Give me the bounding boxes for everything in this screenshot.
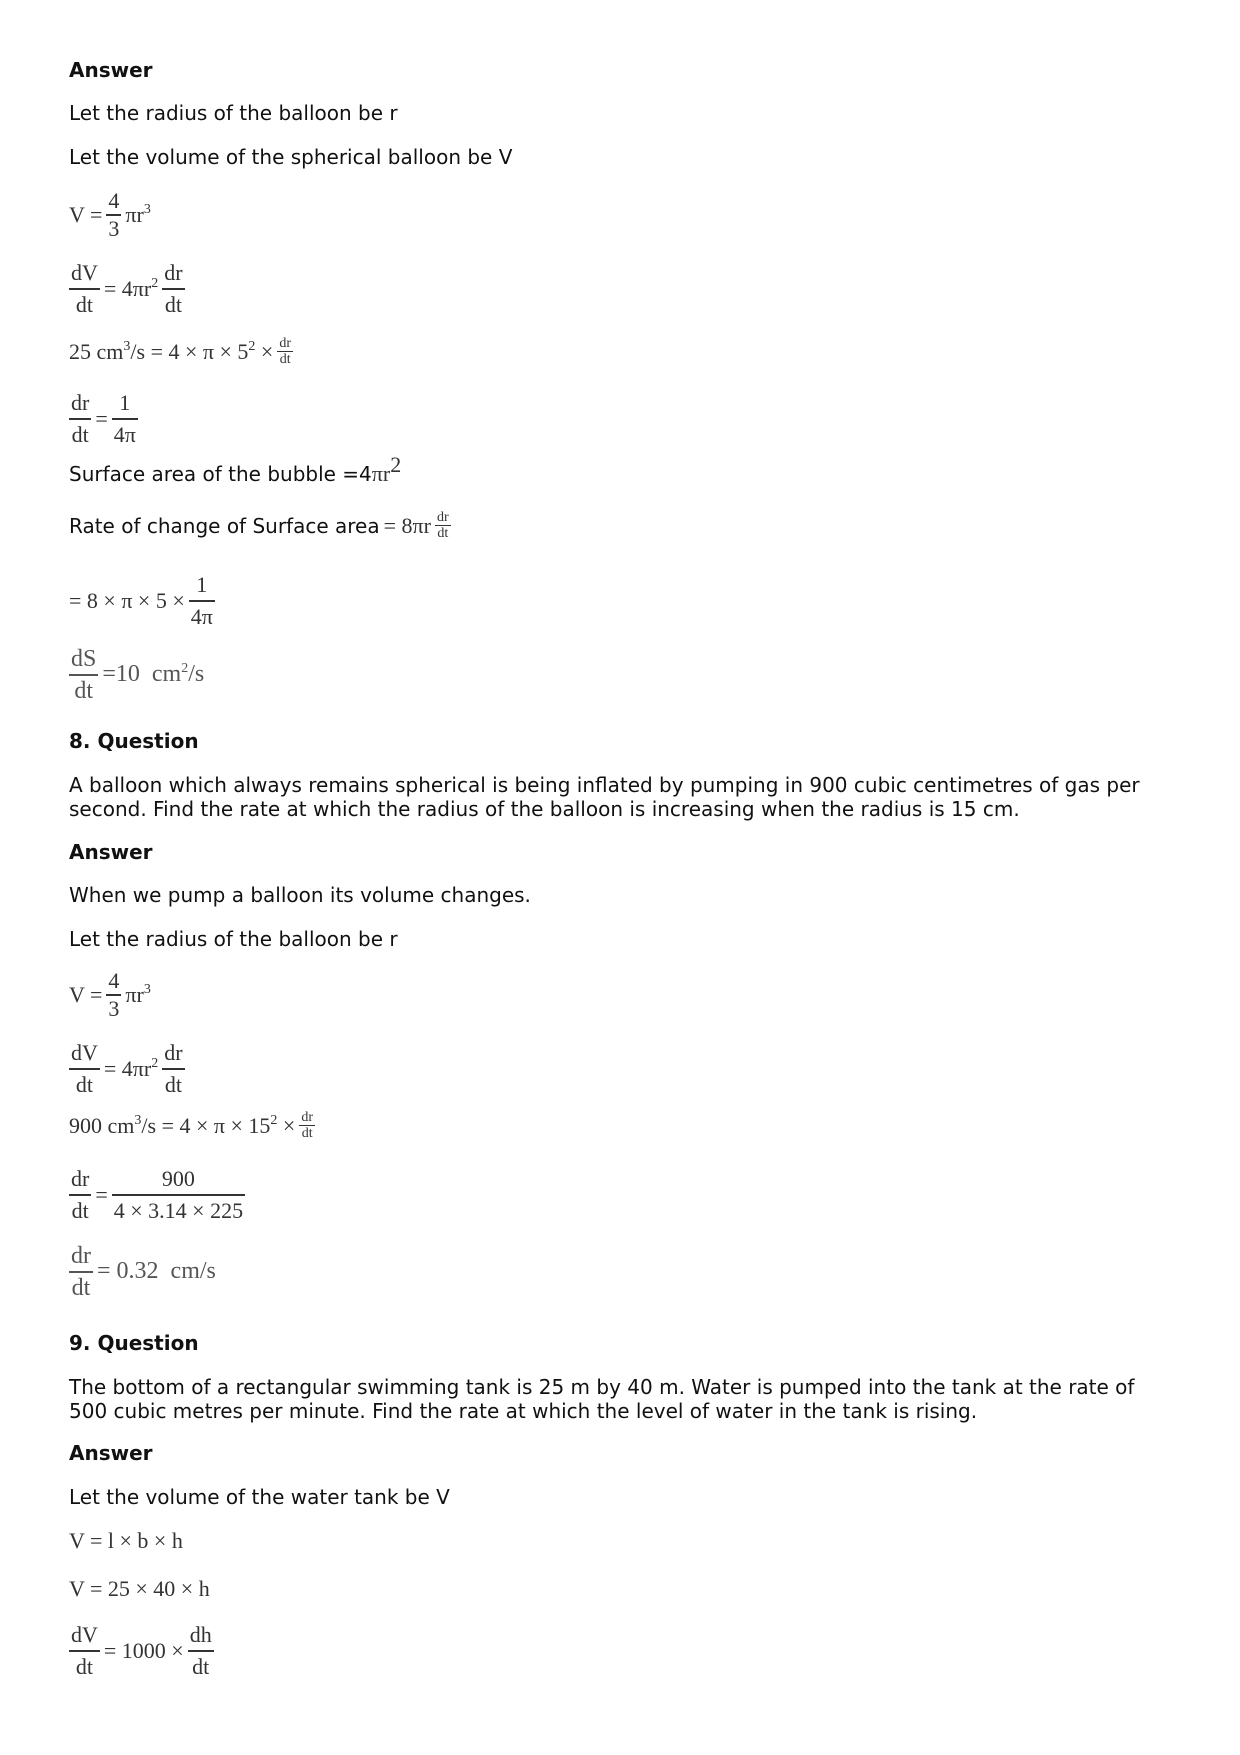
denominator: dt xyxy=(75,1653,93,1679)
denominator: dt xyxy=(71,1274,91,1301)
question-title: 8. Question xyxy=(69,729,199,753)
numerator: dS xyxy=(71,646,97,672)
numerator: dr xyxy=(164,1040,183,1065)
equation-result xyxy=(69,1164,245,1226)
answer-line: Let the volume of the spherical balloon be V xyxy=(69,145,513,169)
fraction xyxy=(69,1038,100,1100)
denominator: dt xyxy=(279,352,291,367)
denominator: 4 × 3.14 × 225 xyxy=(113,1197,244,1223)
numerator: dV xyxy=(71,260,98,285)
fraction xyxy=(112,388,138,450)
fraction xyxy=(69,1620,100,1682)
fraction xyxy=(69,388,91,450)
eq-term: = xyxy=(95,405,108,431)
denominator: dt xyxy=(75,1071,93,1097)
equation-derivative xyxy=(69,1620,214,1682)
fraction xyxy=(69,258,100,320)
numerator: 900 xyxy=(161,1166,195,1191)
eq-term: = 8πr xyxy=(383,512,431,538)
denominator: dt xyxy=(437,526,449,541)
equation-volume: V = 25 × 40 × h xyxy=(69,1576,210,1601)
denominator: 4π xyxy=(113,421,136,447)
fraction xyxy=(69,1241,93,1303)
equation-volume xyxy=(69,188,151,242)
fraction xyxy=(435,510,451,541)
equation-substitution xyxy=(69,336,293,367)
equation-volume: V = l × b × h xyxy=(69,1528,183,1553)
eq-term: = xyxy=(95,1181,108,1207)
numerator: dr xyxy=(436,510,449,525)
answer-heading: Answer xyxy=(69,58,153,82)
answer-heading: Answer xyxy=(69,840,153,864)
question-title: 9. Question xyxy=(69,1331,199,1355)
answer-heading: Answer xyxy=(69,1441,153,1465)
numerator: dr xyxy=(71,1243,91,1269)
equation-substitution xyxy=(69,1110,315,1141)
equation-derivative xyxy=(69,1038,185,1100)
numerator: dr xyxy=(301,1110,313,1125)
equation-volume xyxy=(69,968,151,1022)
numerator: dV xyxy=(71,1622,98,1647)
fraction xyxy=(106,968,121,1022)
fraction xyxy=(188,1620,214,1682)
eq-term: 900 $cm^3/s = 4 \times \pi \times 15^2$ × xyxy=(69,1112,296,1138)
denominator: 3 xyxy=(108,995,120,1021)
numerator: 1 xyxy=(196,572,208,597)
numerator: dh xyxy=(189,1622,212,1647)
answer-line: When we pump a balloon its volume changes. xyxy=(69,883,531,907)
equation-derivative xyxy=(69,258,185,320)
numerator: 4 xyxy=(108,188,120,213)
fraction xyxy=(162,1038,184,1100)
numerator: dr xyxy=(279,336,291,351)
eq-term: 25 $cm^3/s = 4 \times \pi \times 5^2$ × xyxy=(69,338,274,364)
numerator: 4 xyxy=(108,968,120,993)
numerator: dr xyxy=(71,390,90,415)
answer-line: Let the radius of the balloon be r xyxy=(69,927,398,951)
fraction xyxy=(112,1164,245,1226)
fraction xyxy=(69,1164,91,1226)
eq-term: V = xyxy=(69,201,103,227)
equation-result xyxy=(69,388,138,450)
eq-term: V = xyxy=(69,981,103,1007)
eq-term: = $4\pi r^2$ xyxy=(103,1055,159,1081)
numerator: dr xyxy=(164,260,183,285)
denominator: dt xyxy=(164,1071,182,1097)
question-text: The bottom of a rectangular swimming tank is 25 m by 40 m. Water is pumped into the tank at the rate of 500 cubic metres per minute. Find the rate at which the level of water in the tank is rising. xyxy=(69,1375,1135,1423)
fraction xyxy=(69,644,98,706)
answer-line: Surface area of the bubble $=4\pi r^2$ xyxy=(69,452,402,486)
numerator: 1 xyxy=(119,390,131,415)
eq-term: = $4\pi r^2$ xyxy=(103,275,159,301)
denominator: 4π xyxy=(190,603,213,629)
denominator: dt xyxy=(192,1653,210,1679)
fraction xyxy=(277,336,293,367)
numerator: dV xyxy=(71,1040,98,1065)
equation-calc xyxy=(69,570,215,632)
fraction xyxy=(299,1110,315,1141)
eq-term: $\pi r^3$ xyxy=(125,981,151,1007)
numerator: dr xyxy=(71,1166,90,1191)
equation-final xyxy=(69,1241,216,1303)
equation-final xyxy=(69,644,204,706)
line-text: Rate of change of Surface area xyxy=(69,513,380,538)
eq-term: = 0.32 cm/s xyxy=(97,1258,216,1285)
denominator: dt xyxy=(71,421,89,447)
eq-term: = 1000 × xyxy=(103,1637,184,1663)
fraction xyxy=(189,570,215,632)
answer-line: Let the radius of the balloon be r xyxy=(69,101,398,125)
question-text: A balloon which always remains spherical is being inflated by pumping in 900 cubic centimetres of gas per second. Find the rate at which the radius of the balloon is increasing when the radius is 15 cm. xyxy=(69,773,1140,821)
eq-term: = 8 × π × 5 × xyxy=(69,587,185,613)
fraction xyxy=(106,188,121,242)
denominator: dt xyxy=(301,1126,313,1141)
denominator: dt xyxy=(74,677,94,704)
denominator: 3 xyxy=(108,215,120,241)
fraction xyxy=(162,258,184,320)
denominator: dt xyxy=(164,291,182,317)
answer-line xyxy=(69,510,451,541)
denominator: dt xyxy=(71,1197,89,1223)
answer-line: Let the volume of the water tank be V xyxy=(69,1485,450,1509)
eq-term: =10 $cm^2/s$ xyxy=(102,661,205,688)
eq-term: $\pi r^3$ xyxy=(125,201,151,227)
denominator: dt xyxy=(75,291,93,317)
